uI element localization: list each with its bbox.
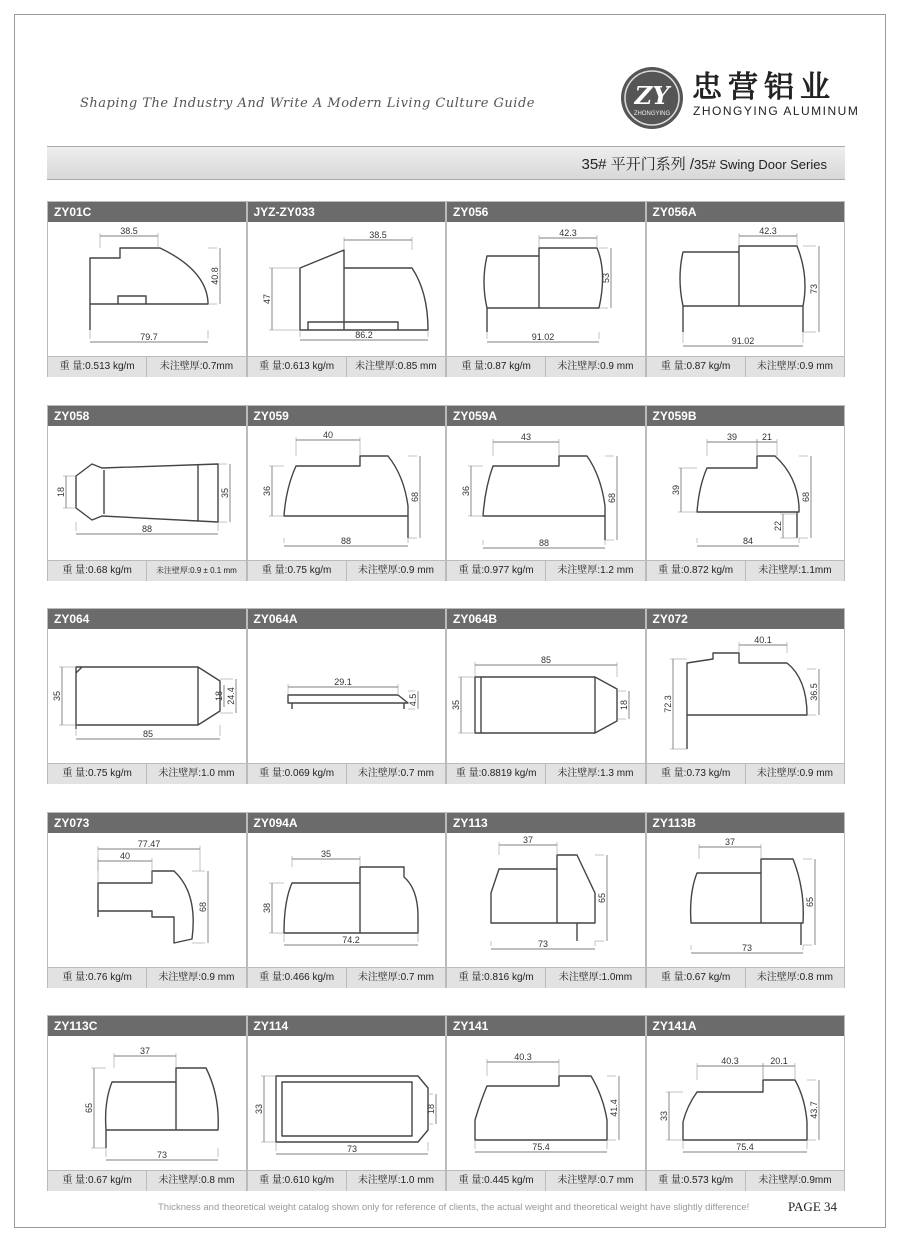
profile-code: ZY064B xyxy=(447,609,645,629)
profile-weight: 重 量:0.445 kg/m xyxy=(458,1175,534,1186)
profile-wall-thickness: 未注壁厚:0.7 mm xyxy=(545,1171,644,1191)
dim-width: 84 xyxy=(742,536,753,546)
profile-specs xyxy=(48,967,246,988)
dim-width: 91.02 xyxy=(731,336,754,346)
profile-section-diagram xyxy=(447,426,645,560)
profile-card-zy113c xyxy=(47,1015,247,1191)
dim-top: 37 xyxy=(522,835,534,845)
profile-weight: 重 量:0.872 kg/m xyxy=(658,565,734,576)
brand-name-en: ZHONGYING ALUMINUM xyxy=(693,104,860,118)
profile-code: ZY113B xyxy=(647,813,845,833)
profile-section-diagram xyxy=(647,833,845,967)
dim-end: 18 xyxy=(214,690,224,702)
profile-section-diagram xyxy=(248,833,446,967)
profile-card-zy113b xyxy=(646,812,846,988)
dim-top: 38.5 xyxy=(120,226,138,236)
profile-code: JYZ-ZY033 xyxy=(248,202,446,222)
profile-wall-thickness: 未注壁厚:1.0 mm xyxy=(346,1171,445,1191)
dim-height: 43.7 xyxy=(808,1101,819,1119)
profile-section-diagram xyxy=(647,1036,845,1170)
profile-drawing xyxy=(447,222,645,356)
profile-card-zy114 xyxy=(247,1015,447,1191)
dim-top: 35 xyxy=(320,849,331,859)
dim-height: 35 xyxy=(451,699,461,711)
profile-card-jyz-zy033 xyxy=(247,201,447,377)
profile-specs xyxy=(647,967,845,988)
dim-width: 73 xyxy=(741,943,752,953)
profile-code: ZY064 xyxy=(48,609,246,629)
dim-top-b: 21 xyxy=(761,432,772,442)
profile-card-zy073 xyxy=(47,812,247,988)
company-logo xyxy=(620,66,684,130)
brand-name-cn: 忠营铝业 xyxy=(692,70,836,105)
series-title xyxy=(582,153,828,174)
profile-section-diagram xyxy=(447,629,645,763)
profile-specs xyxy=(447,560,645,581)
dim-top: 37 xyxy=(139,1046,151,1056)
dim-width: 88 xyxy=(340,536,351,546)
dim-top: 77.47 xyxy=(137,839,161,849)
dim-end: 18 xyxy=(425,1103,436,1115)
dim-top: 37 xyxy=(724,837,735,847)
dim-height: 73 xyxy=(808,283,819,295)
profile-section-diagram xyxy=(647,426,845,560)
profile-drawing xyxy=(248,629,446,763)
profile-row xyxy=(47,608,845,784)
profile-code: ZY01C xyxy=(48,202,246,222)
profile-section-diagram xyxy=(48,629,246,763)
dim-height: 47 xyxy=(261,293,272,305)
dim-width: 75.4 xyxy=(532,1142,550,1152)
profile-specs xyxy=(248,1170,446,1191)
profile-weight: 重 量:0.75 kg/m xyxy=(261,565,332,576)
dim-mid: 40 xyxy=(119,851,131,861)
profile-code: ZY064A xyxy=(248,609,446,629)
profile-wall-thickness: 未注壁厚:0.9mm xyxy=(745,1171,844,1191)
profile-card-zy064 xyxy=(47,608,247,784)
profile-drawing xyxy=(447,426,645,560)
profile-wall-thickness: 未注壁厚:1.0 mm xyxy=(146,764,245,784)
footer-note: Thickness and theoretical weight catalog shown only for reference of clients, the actual weight and theoretical weight have slightly difference! xyxy=(158,1202,750,1213)
profile-weight: 重 量:0.67 kg/m xyxy=(62,1175,132,1186)
profile-weight: 重 量:0.573 kg/m xyxy=(658,1175,734,1186)
profile-code: ZY059 xyxy=(248,406,446,426)
profile-drawing xyxy=(248,426,446,560)
profile-section-diagram xyxy=(447,833,645,967)
profile-weight: 重 量:0.87 kg/m xyxy=(660,361,731,372)
dim-height: 65 xyxy=(597,892,607,904)
dim-left: 39 xyxy=(670,484,681,496)
profile-specs xyxy=(647,763,845,784)
profile-card-zy072 xyxy=(646,608,846,784)
profile-section-diagram xyxy=(447,222,645,356)
profile-code: ZY113 xyxy=(447,813,645,833)
profile-drawing xyxy=(647,426,845,560)
dim-height: 35 xyxy=(220,487,230,499)
profile-drawing xyxy=(48,629,246,763)
profile-code: ZY073 xyxy=(48,813,246,833)
dim-inner: 22 xyxy=(772,520,783,532)
series-title-cn: 35# 平开门系列 / xyxy=(581,156,695,173)
tagline: Shaping The Industry And Write A Modern Living Culture Guide xyxy=(80,96,535,111)
dim-height: 40.8 xyxy=(210,267,220,285)
profile-specs xyxy=(48,560,246,581)
profile-card-zy064b xyxy=(446,608,646,784)
dim-top-b: 20.1 xyxy=(769,1056,788,1066)
profile-section-diagram xyxy=(248,1036,446,1170)
profile-weight: 重 量:0.466 kg/m xyxy=(259,972,335,983)
profile-section-diagram xyxy=(248,426,446,560)
dim-width: 86.2 xyxy=(354,330,373,340)
profile-wall-thickness: 未注壁厚:0.9 ± 0.1 mm xyxy=(146,561,245,581)
profile-drawing xyxy=(447,1036,645,1170)
logo-sub: ZHONGYING xyxy=(633,111,671,117)
profile-code: ZY056A xyxy=(647,202,845,222)
dim-left: 33 xyxy=(658,1110,669,1122)
profile-section-diagram xyxy=(48,222,246,356)
dim-height: 4.5 xyxy=(407,693,418,707)
profile-code: ZY113C xyxy=(48,1016,246,1036)
profile-specs xyxy=(248,763,446,784)
dim-height: 65 xyxy=(84,1102,94,1114)
profile-weight: 重 量:0.816 kg/m xyxy=(458,972,534,983)
profile-drawing xyxy=(647,222,845,356)
profile-drawing xyxy=(447,833,645,967)
profile-card-zy056 xyxy=(446,201,646,377)
dim-left: 18 xyxy=(56,486,66,498)
profile-weight: 重 量:0.73 kg/m xyxy=(660,768,731,779)
profile-card-zy141a xyxy=(646,1015,846,1191)
profile-drawing xyxy=(248,222,446,356)
profile-drawing xyxy=(48,1036,246,1170)
profile-wall-thickness: 未注壁厚:0.8 mm xyxy=(745,968,844,988)
profile-weight: 重 量:0.67 kg/m xyxy=(660,972,731,983)
dim-top: 42.3 xyxy=(559,228,577,238)
dim-height: 41.4 xyxy=(609,1099,619,1117)
profile-section-diagram xyxy=(48,833,246,967)
dim-height: 65 xyxy=(804,896,815,908)
dim-top: 40 xyxy=(322,430,333,440)
profile-section-diagram xyxy=(248,629,446,763)
dim-width: 73 xyxy=(537,939,549,949)
dim-height: 53 xyxy=(601,272,611,284)
profile-drawing xyxy=(447,629,645,763)
profile-card-zy094a xyxy=(247,812,447,988)
profile-drawing xyxy=(248,1036,446,1170)
dim-height: 68 xyxy=(800,491,811,503)
dim-width: 73 xyxy=(156,1150,168,1160)
profile-drawing xyxy=(48,426,246,560)
profile-card-zy141 xyxy=(446,1015,646,1191)
profile-specs xyxy=(48,356,246,377)
dim-height: 68 xyxy=(607,492,617,504)
profile-wall-thickness: 未注壁厚:1.2 mm xyxy=(545,561,644,581)
profile-drawing xyxy=(248,833,446,967)
profile-wall-thickness: 未注壁厚:1.0mm xyxy=(545,968,644,988)
dim-width: 79.7 xyxy=(140,332,158,342)
profile-section-diagram xyxy=(647,629,845,763)
profile-section-diagram xyxy=(48,426,246,560)
profile-weight: 重 量:0.87 kg/m xyxy=(461,361,531,372)
profile-specs xyxy=(447,967,645,988)
profile-code: ZY141 xyxy=(447,1016,645,1036)
dim-width: 29.1 xyxy=(333,677,352,687)
profile-specs xyxy=(48,763,246,784)
dim-top: 43 xyxy=(520,432,532,442)
profile-drawing xyxy=(647,1036,845,1170)
profile-row xyxy=(47,812,845,988)
profile-weight: 重 量:0.68 kg/m xyxy=(62,565,132,576)
profile-weight: 重 量:0.977 kg/m xyxy=(458,565,534,576)
profile-card-zy01c xyxy=(47,201,247,377)
profile-card-zy059b xyxy=(646,405,846,581)
dim-height: 35 xyxy=(52,690,62,702)
profile-specs xyxy=(248,967,446,988)
dim-height: 68 xyxy=(198,901,208,913)
profile-code: ZY058 xyxy=(48,406,246,426)
profile-code: ZY141A xyxy=(647,1016,845,1036)
profile-card-zy058 xyxy=(47,405,247,581)
profile-weight: 重 量:0.069 kg/m xyxy=(259,768,335,779)
profile-weight: 重 量:0.8819 kg/m xyxy=(455,768,537,779)
profile-code: ZY114 xyxy=(248,1016,446,1036)
profile-specs xyxy=(647,560,845,581)
dim-top-a: 40.3 xyxy=(720,1056,739,1066)
dim-top: 42.3 xyxy=(758,226,777,236)
profile-card-zy113 xyxy=(446,812,646,988)
profile-wall-thickness: 未注壁厚:0.7mm xyxy=(146,357,245,377)
logo-mark: ZY xyxy=(634,81,670,110)
dim-top: 85 xyxy=(540,655,552,665)
profile-card-zy056a xyxy=(646,201,846,377)
dim-left: 36 xyxy=(461,485,471,497)
profile-drawing xyxy=(647,833,845,967)
series-title-en: 35# Swing Door Series xyxy=(694,157,827,172)
page-number: PAGE 34 xyxy=(788,1199,838,1214)
profile-wall-thickness: 未注壁厚:1.3 mm xyxy=(545,764,644,784)
profile-specs xyxy=(647,356,845,377)
dim-end-outer: 24.4 xyxy=(226,687,236,705)
profile-wall-thickness: 未注壁厚:0.85 mm xyxy=(346,357,445,377)
profile-code: ZY059B xyxy=(647,406,845,426)
profile-drawing xyxy=(48,833,246,967)
dim-top-a: 39 xyxy=(726,432,737,442)
dim-top: 40.3 xyxy=(514,1052,532,1062)
dim-end: 18 xyxy=(619,699,629,711)
profile-wall-thickness: 未注壁厚:0.7 mm xyxy=(346,968,445,988)
profile-code: ZY056 xyxy=(447,202,645,222)
dim-width: 88 xyxy=(538,538,550,548)
profile-weight: 重 量:0.610 kg/m xyxy=(259,1175,335,1186)
profile-weight: 重 量:0.613 kg/m xyxy=(259,361,335,372)
dim-width: 88 xyxy=(141,524,153,534)
dim-height: 38 xyxy=(261,902,272,914)
profile-weight: 重 量:0.513 kg/m xyxy=(59,361,135,372)
profile-wall-thickness: 未注壁厚:0.8 mm xyxy=(146,1171,245,1191)
profile-card-zy059a xyxy=(446,405,646,581)
profile-wall-thickness: 未注壁厚:1.1mm xyxy=(745,561,844,581)
profile-specs xyxy=(647,1170,845,1191)
profile-wall-thickness: 未注壁厚:0.9 mm xyxy=(545,357,644,377)
dim-height: 72.3 xyxy=(662,695,673,713)
dim-width: 75.4 xyxy=(735,1142,754,1152)
profile-wall-thickness: 未注壁厚:0.9 mm xyxy=(745,764,844,784)
dim-width: 74.2 xyxy=(341,935,360,945)
profile-code: ZY094A xyxy=(248,813,446,833)
dim-height: 33 xyxy=(253,1103,264,1115)
dim-height: 68 xyxy=(409,491,420,503)
profile-row xyxy=(47,201,845,377)
profile-section-diagram xyxy=(48,1036,246,1170)
profile-code: ZY072 xyxy=(647,609,845,629)
profile-drawing xyxy=(647,629,845,763)
series-bar xyxy=(47,146,845,180)
profile-row xyxy=(47,1015,845,1191)
profile-card-zy059 xyxy=(247,405,447,581)
profile-wall-thickness: 未注壁厚:0.9 mm xyxy=(346,561,445,581)
profile-row xyxy=(47,405,845,581)
profile-specs xyxy=(248,560,446,581)
dim-top: 38.5 xyxy=(368,230,387,240)
profile-card-zy064a xyxy=(247,608,447,784)
dim-right: 36.5 xyxy=(808,683,819,701)
profile-specs xyxy=(48,1170,246,1191)
profile-specs xyxy=(447,763,645,784)
profile-wall-thickness: 未注壁厚:0.7 mm xyxy=(346,764,445,784)
profile-wall-thickness: 未注壁厚:0.9 mm xyxy=(146,968,245,988)
profile-wall-thickness: 未注壁厚:0.9 mm xyxy=(745,357,844,377)
dim-left: 36 xyxy=(261,485,272,497)
profile-weight: 重 量:0.75 kg/m xyxy=(62,768,132,779)
dim-width: 73 xyxy=(346,1144,357,1154)
dim-width: 85 xyxy=(142,729,154,739)
profile-specs xyxy=(447,1170,645,1191)
profile-section-diagram xyxy=(647,222,845,356)
profile-code: ZY059A xyxy=(447,406,645,426)
profile-section-diagram xyxy=(447,1036,645,1170)
profile-specs xyxy=(248,356,446,377)
profile-section-diagram xyxy=(248,222,446,356)
dim-top: 40.1 xyxy=(753,635,772,645)
profile-drawing xyxy=(48,222,246,356)
profile-weight: 重 量:0.76 kg/m xyxy=(62,972,132,983)
profile-specs xyxy=(447,356,645,377)
dim-width: 91.02 xyxy=(531,332,555,342)
